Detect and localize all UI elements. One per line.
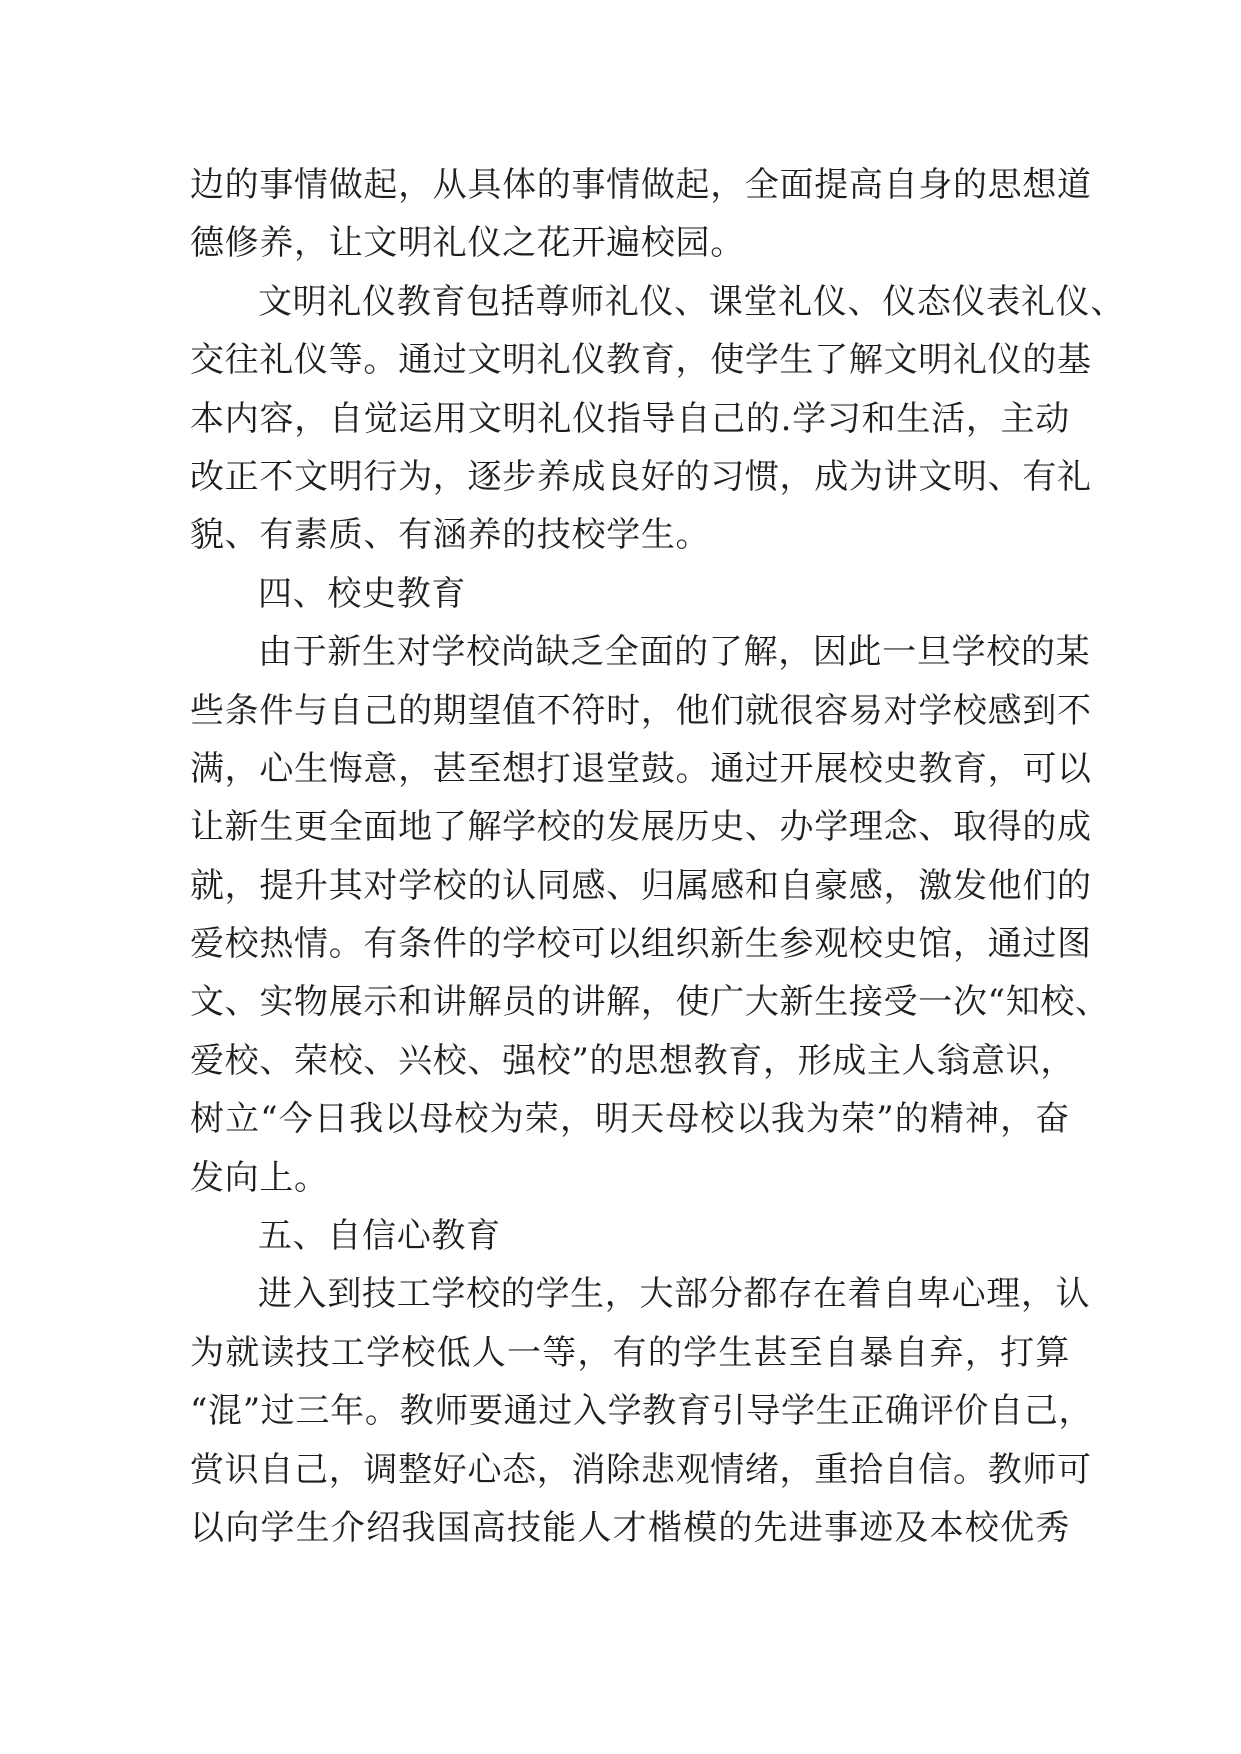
text-line: “混”过三年。教师要通过入学教育引导学生正确评价自己， <box>190 1391 1094 1432</box>
text-line: 发向上。 <box>190 1157 329 1198</box>
text-line: 满，心生悔意，甚至想打退堂鼓。通过开展校史教育，可以 <box>190 748 1092 789</box>
text-line: 爱校热情。有条件的学校可以组织新生参观校史馆，通过图 <box>190 924 1092 965</box>
text-line: 交往礼仪等。通过文明礼仪教育，使学生了解文明礼仪的基 <box>190 340 1092 381</box>
text-line: 赏识自己，调整好心态，消除悲观情绪，重拾自信。教师可 <box>190 1449 1092 1490</box>
text-line: 边的事情做起，从具体的事情做起，全面提高自身的思想道 <box>190 165 1092 205</box>
body-text <box>190 156 1125 1557</box>
paragraph-first-line: 由于新生对学校尚缺乏全面的了解，因此一旦学校的某 <box>258 632 1091 673</box>
text-line: 为就读技工学校低人一等，有的学生甚至自暴自弃，打算 <box>190 1332 1070 1373</box>
paragraph-first-line: 进入到技工学校的学生，大部分都存在着自卑心理，认 <box>258 1274 1091 1315</box>
text-line: 就，提升其对学校的认同感、归属感和自豪感，激发他们的 <box>190 865 1092 906</box>
text-line: 树立“今日我以母校为荣，明天母校以我为荣”的精神，奋 <box>190 1099 1070 1140</box>
text-line: 本内容，自觉运用文明礼仪指导自己的.学习和生活，主动 <box>190 398 1070 439</box>
text-line: 貌、有素质、有涵养的技校学生。 <box>190 515 711 556</box>
text-line: 德修养，让文明礼仪之花开遍校园。 <box>190 223 745 264</box>
text-line: 文、实物展示和讲解员的讲解，使广大新生接受一次“知校、 <box>190 982 1110 1023</box>
text-line: 爱校、荣校、兴校、强校”的思想教育，形成主人翁意识， <box>190 1040 1076 1081</box>
text-line: 改正不文明行为，逐步养成良好的习惯，成为讲文明、有礼 <box>190 456 1092 497</box>
text-line: 让新生更全面地了解学校的发展历史、办学理念、取得的成 <box>190 807 1092 848</box>
text-line: 以向学生介绍我国高技能人才楷模的先进事迹及本校优秀 <box>190 1507 1070 1548</box>
paragraph-first-line: 文明礼仪教育包括尊师礼仪、课堂礼仪、仪态仪表礼仪、 <box>258 281 1125 322</box>
section-heading: 五、自信心教育 <box>258 1216 501 1257</box>
section-heading: 四、校史教育 <box>258 573 467 614</box>
text-line: 些条件与自己的期望值不符时，他们就很容易对学校感到不 <box>190 690 1092 731</box>
